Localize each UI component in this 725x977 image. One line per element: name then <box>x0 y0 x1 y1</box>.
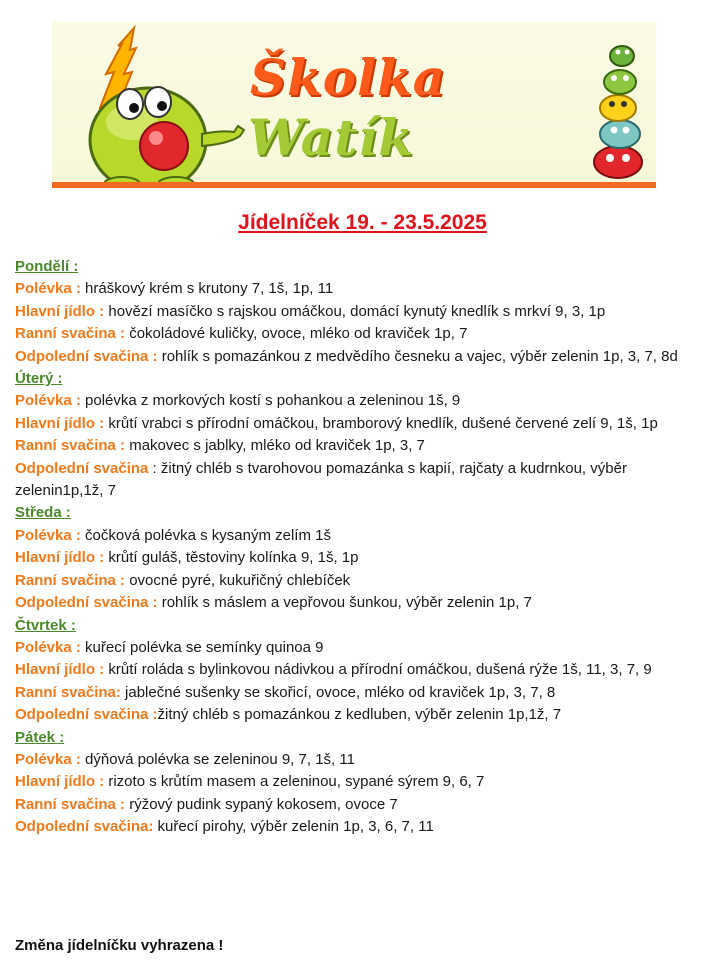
menu-row-morning-snack <box>15 435 715 457</box>
row-label: Hlavní jídlo : <box>15 773 105 791</box>
row-text: čočková polévka s kysaným zelím 1š <box>80 526 331 544</box>
menu-row-afternoon-snack <box>15 816 715 838</box>
row-text: rýžový pudink sypaný kokosem, ovoce 7 <box>125 795 398 813</box>
row-label: Polévka : <box>15 638 81 656</box>
row-label: Odpolední svačina: <box>15 818 154 836</box>
menu-row-main <box>15 301 715 323</box>
menu-row-main <box>15 413 715 435</box>
row-text: makovec s jablky, mléko od kraviček 1p, 3, 7 <box>125 437 425 455</box>
menu-row-afternoon-snack <box>15 704 715 726</box>
menu-row-morning-snack <box>15 323 715 345</box>
row-text: krůtí roláda s bylinkovou nádivkou a přírodní omáčkou, dušená rýže 1š, 11, 3, 7, 9 <box>104 661 652 679</box>
day-heading-monday: Pondělí : <box>15 258 79 275</box>
row-label: Ranní svačina : <box>15 325 126 343</box>
row-label: Hlavní jídlo : <box>15 414 105 432</box>
brand-name-line2: Watík <box>248 108 414 167</box>
menu-row-morning-snack <box>15 682 715 704</box>
day-heading-wednesday: Středa : <box>15 504 71 522</box>
row-text: rizoto s krůtím masem a zeleninou, sypané sýrem 9, 6, 7 <box>104 773 485 791</box>
menu-row-main <box>15 659 715 681</box>
row-text: žitný chléb s pomazánkou z kedluben, výběr zelenin 1p,1ž, 7 <box>157 706 562 724</box>
row-label: Hlavní jídlo : <box>15 661 105 679</box>
row-label: Ranní svačina: <box>15 683 121 701</box>
row-label: Hlavní jídlo : <box>15 549 105 567</box>
row-label: Odpolední svačina : <box>15 706 158 724</box>
day-heading-thursday: Čtvrtek : <box>15 616 76 634</box>
row-text: : žitný chléb s tvarohovou pomazánka s kapií, rajčaty a kudrnkou, výběr zelenin1p,1ž, 7 <box>15 459 627 500</box>
row-text: krůtí guláš, těstoviny kolínka 9, 1š, 1p <box>104 549 359 567</box>
row-text: hovězí masíčko s rajskou omáčkou, domácí kynutý knedlík s mrkví 9, 3, 1p <box>104 302 606 320</box>
menu-row-soup <box>15 390 715 412</box>
row-text: rohlík s pomazánkou z medvědího česneku a vajec, výběr zelenin 1p, 3, 7, 8d <box>157 347 678 365</box>
menu-row-afternoon-snack <box>15 592 715 614</box>
row-text: hráškový krém s krutony 7, 1š, 1p, 11 <box>80 280 334 298</box>
menu-row-morning-snack <box>15 794 715 816</box>
menu-row-main <box>15 771 715 793</box>
row-text: ovocné pyré, kukuřičný chlebíček <box>125 571 351 589</box>
row-label: Odpolední svačina : <box>15 594 158 612</box>
row-label: Polévka : <box>15 392 81 410</box>
banner-divider <box>52 182 656 188</box>
row-text: kuřecí pirohy, výběr zelenin 1p, 3, 6, 7, 11 <box>153 818 434 836</box>
row-text: jablečné sušenky se skořicí, ovoce, mléko od kraviček 1p, 3, 7, 8 <box>120 683 556 701</box>
row-text: polévka z morkových kostí s pohankou a zeleninou 1š, 9 <box>80 392 461 410</box>
menu-row-afternoon-snack <box>15 458 715 503</box>
row-label: Hlavní jídlo : <box>15 302 105 320</box>
row-label: Polévka : <box>15 280 81 298</box>
page-title: Jídelníček 19. - 23.5.2025 <box>238 211 487 234</box>
row-label: Ranní svačina : <box>15 795 126 813</box>
menu-row-soup <box>15 637 715 659</box>
brand-name-line1: Školka <box>250 48 447 107</box>
menu-row-soup <box>15 749 715 771</box>
row-label: Polévka : <box>15 750 81 768</box>
row-text: čokoládové kuličky, ovoce, mléko od kraviček 1p, 7 <box>125 325 468 343</box>
row-label: Ranní svačina : <box>15 437 126 455</box>
row-label: Odpolední svačina <box>15 459 149 477</box>
menu-row-soup <box>15 525 715 547</box>
menu-row-main <box>15 547 715 569</box>
row-text: kuřecí polévka se semínky quinoa 9 <box>80 638 324 656</box>
row-label: Odpolední svačina : <box>15 347 158 365</box>
creature-stack <box>594 46 642 178</box>
row-label: Ranní svačina : <box>15 571 126 589</box>
header-banner <box>52 22 656 188</box>
row-text: dýňová polévka se zeleninou 9, 7, 1š, 11 <box>80 750 355 768</box>
menu-change-notice: Změna jídelníčku vyhrazena ! <box>15 937 224 954</box>
row-label: Polévka : <box>15 526 81 544</box>
weekly-menu <box>15 256 715 839</box>
menu-row-morning-snack <box>15 570 715 592</box>
menu-row-soup <box>15 278 715 300</box>
day-heading-tuesday: Úterý : <box>15 370 63 388</box>
menu-row-afternoon-snack <box>15 346 715 368</box>
day-heading-friday: Pátek : <box>15 728 65 746</box>
row-text: krůtí vrabci s přírodní omáčkou, bramborový knedlík, dušené červené zelí 9, 1š, 1p <box>104 414 658 432</box>
row-text: rohlík s máslem a vepřovou šunkou, výběr zelenin 1p, 7 <box>157 594 532 612</box>
